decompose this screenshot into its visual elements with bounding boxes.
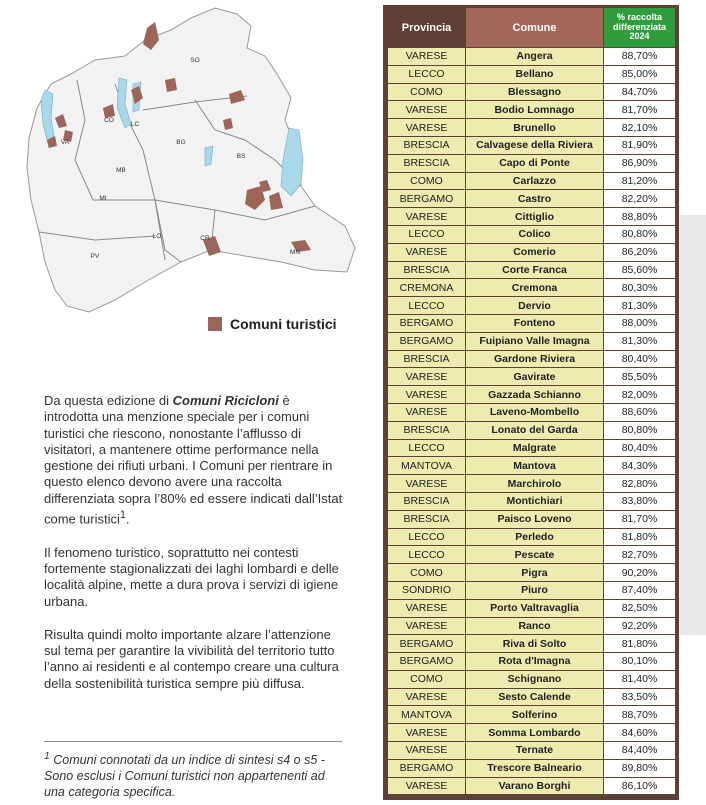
table-row [388, 688, 676, 706]
legend-label: Comuni turistici [230, 316, 337, 332]
cell-percentuale: 81,40% [604, 670, 676, 688]
table-row [388, 225, 676, 243]
cell-comune: Piuro [466, 581, 604, 599]
label-bs: BS [236, 153, 246, 160]
cell-percentuale: 82,00% [604, 386, 676, 404]
intro-text [44, 393, 344, 709]
footnote-ref: 1 [119, 509, 126, 522]
cell-provincia: BRESCIA [388, 154, 466, 172]
cell-comune: Dervio [466, 297, 604, 315]
label-lc: LC [130, 121, 140, 128]
table-row [388, 510, 676, 528]
table-row [388, 190, 676, 208]
table-row [388, 119, 676, 137]
cell-provincia: MANTOVA [388, 706, 466, 724]
cell-provincia: VARESE [388, 599, 466, 617]
cell-percentuale: 88,70% [604, 48, 676, 66]
table-row [388, 759, 676, 777]
decorative-shape [680, 215, 706, 635]
cell-provincia: VARESE [388, 243, 466, 261]
cell-provincia: VARESE [388, 368, 466, 386]
cell-provincia: COMO [388, 564, 466, 582]
cell-provincia: LECCO [388, 439, 466, 457]
cell-comune: Corte Franca [466, 261, 604, 279]
cell-percentuale: 81,80% [604, 528, 676, 546]
cell-provincia: BRESCIA [388, 421, 466, 439]
table-row [388, 777, 676, 795]
cell-comune: Castro [466, 190, 604, 208]
cell-comune: Perledo [466, 528, 604, 546]
label-bg: BG [176, 139, 186, 146]
cell-provincia: BERGAMO [388, 190, 466, 208]
cell-percentuale: 90,20% [604, 564, 676, 582]
cell-provincia: BERGAMO [388, 759, 466, 777]
table-row [388, 101, 676, 119]
cell-provincia: MANTOVA [388, 457, 466, 475]
table-row [388, 350, 676, 368]
cell-comune: Fonteno [466, 314, 604, 332]
cell-percentuale: 87,40% [604, 581, 676, 599]
cell-percentuale: 88,60% [604, 403, 676, 421]
cell-comune: Bellano [466, 65, 604, 83]
table-row [388, 635, 676, 653]
cell-provincia: BRESCIA [388, 261, 466, 279]
table-row [388, 706, 676, 724]
cell-comune: Angera [466, 48, 604, 66]
cell-provincia: LECCO [388, 225, 466, 243]
table-row [388, 332, 676, 350]
table-row [388, 564, 676, 582]
table-row [388, 724, 676, 742]
cell-provincia: BRESCIA [388, 510, 466, 528]
cell-provincia: BERGAMO [388, 635, 466, 653]
table-row [388, 581, 676, 599]
cell-comune: Pescate [466, 546, 604, 564]
cell-comune: Pigra [466, 564, 604, 582]
cell-provincia: VARESE [388, 386, 466, 404]
table-row [388, 279, 676, 297]
region-outline [27, 8, 355, 312]
footnote-divider [44, 741, 342, 742]
cell-percentuale: 86,20% [604, 243, 676, 261]
cell-percentuale: 80,40% [604, 439, 676, 457]
cell-percentuale: 82,20% [604, 190, 676, 208]
cell-comune: Trescore Balneario [466, 759, 604, 777]
cell-comune: Fuipiano Valle Imagna [466, 332, 604, 350]
cell-comune: Lonato del Garda [466, 421, 604, 439]
cell-comune: Marchirolo [466, 475, 604, 493]
cell-comune: Varano Borghi [466, 777, 604, 795]
cell-provincia: BERGAMO [388, 314, 466, 332]
cell-provincia: SONDRIO [388, 581, 466, 599]
cell-percentuale: 81,90% [604, 136, 676, 154]
footnote-mark: 1 [44, 751, 50, 762]
cell-percentuale: 88,80% [604, 208, 676, 226]
table-row [388, 48, 676, 66]
label-mi: MI [99, 195, 107, 202]
cell-percentuale: 81,30% [604, 332, 676, 350]
table-row [388, 439, 676, 457]
table-row [388, 528, 676, 546]
cell-provincia: VARESE [388, 48, 466, 66]
cell-comune: Paisco Loveno [466, 510, 604, 528]
cell-comune: Gazzada Schianno [466, 386, 604, 404]
cell-comune: Solferino [466, 706, 604, 724]
cell-comune: Somma Lombardo [466, 724, 604, 742]
cell-provincia: LECCO [388, 528, 466, 546]
cell-comune: Malgrate [466, 439, 604, 457]
cell-comune: Cittiglio [466, 208, 604, 226]
cell-percentuale: 82,50% [604, 599, 676, 617]
table-row [388, 314, 676, 332]
cell-percentuale: 85,50% [604, 368, 676, 386]
cell-comune: Gavirate [466, 368, 604, 386]
table-row [388, 297, 676, 315]
cell-percentuale: 83,80% [604, 492, 676, 510]
map-legend [208, 316, 337, 332]
cell-comune: Brunello [466, 119, 604, 137]
cell-percentuale: 84,70% [604, 83, 676, 101]
cell-percentuale: 88,70% [604, 706, 676, 724]
label-va: VA [60, 139, 70, 146]
cell-percentuale: 86,10% [604, 777, 676, 795]
cell-provincia: COMO [388, 83, 466, 101]
cell-percentuale: 92,20% [604, 617, 676, 635]
cell-comune: Calvagese della Riviera [466, 136, 604, 154]
cell-percentuale: 80,80% [604, 421, 676, 439]
table-row [388, 457, 676, 475]
cell-comune: Ternate [466, 742, 604, 760]
table-row [388, 386, 676, 404]
cell-comune: Blessagno [466, 83, 604, 101]
cell-percentuale: 83,50% [604, 688, 676, 706]
cell-percentuale: 82,80% [604, 475, 676, 493]
table-row [388, 599, 676, 617]
table-row [388, 546, 676, 564]
intro-paragraph-2: Il fenomeno turistico, soprattutto nei contesti fortemente stagionalizzati dei laghi lombardi e delle località alpine, mette a dura prova i servizi di igiene urbana. [44, 544, 339, 609]
cell-provincia: VARESE [388, 724, 466, 742]
report-name: Comuni Ricicloni [172, 393, 279, 408]
cell-percentuale: 82,70% [604, 546, 676, 564]
table-row [388, 617, 676, 635]
cell-comune: Mantova [466, 457, 604, 475]
cell-percentuale: 85,60% [604, 261, 676, 279]
cell-comune: Laveno-Mombello [466, 403, 604, 421]
table-row [388, 670, 676, 688]
header-percentuale: % raccolta differenziata 2024 [604, 8, 676, 48]
cell-provincia: BERGAMO [388, 332, 466, 350]
cell-provincia: VARESE [388, 475, 466, 493]
cell-provincia: LECCO [388, 65, 466, 83]
label-co: CO [104, 117, 114, 124]
cell-percentuale: 88,00% [604, 314, 676, 332]
cell-provincia: VARESE [388, 101, 466, 119]
lombardy-map [15, 0, 370, 340]
cell-comune: Bodio Lomnago [466, 101, 604, 119]
cell-comune: Porto Valtravaglia [466, 599, 604, 617]
cell-percentuale: 80,10% [604, 653, 676, 671]
label-mb: MB [116, 167, 126, 174]
table-row [388, 653, 676, 671]
cell-provincia: VARESE [388, 742, 466, 760]
cell-provincia: VARESE [388, 403, 466, 421]
cell-comune: Riva di Solto [466, 635, 604, 653]
cell-percentuale: 81,70% [604, 510, 676, 528]
cell-provincia: LECCO [388, 546, 466, 564]
map-svg [15, 0, 370, 340]
cell-provincia: LECCO [388, 297, 466, 315]
cell-provincia: VARESE [388, 119, 466, 137]
cell-percentuale: 80,80% [604, 225, 676, 243]
legend-swatch [208, 317, 222, 331]
label-lo: LO [152, 233, 162, 240]
table-row [388, 368, 676, 386]
cell-provincia: COMO [388, 670, 466, 688]
cell-percentuale: 81,20% [604, 172, 676, 190]
table-row [388, 136, 676, 154]
cell-provincia: VARESE [388, 617, 466, 635]
cell-percentuale: 82,10% [604, 119, 676, 137]
cell-percentuale: 84,60% [604, 724, 676, 742]
cell-provincia: VARESE [388, 777, 466, 795]
intro-paragraph-3: Risulta quindi molto importante alzare l’attenzione sul tema per garantire la vivibilità del territorio tutto l’anno ai residenti e al contempo creare una cultura della sostenibilità turistica sempre più diffusa. [44, 626, 339, 691]
table-row [388, 208, 676, 226]
cell-percentuale: 86,90% [604, 154, 676, 172]
cell-provincia: COMO [388, 172, 466, 190]
cell-comune: Sesto Calende [466, 688, 604, 706]
table-row [388, 475, 676, 493]
cell-percentuale: 81,30% [604, 297, 676, 315]
cell-comune: Colico [466, 225, 604, 243]
header-provincia: Provincia [388, 8, 466, 48]
intro-paragraph-1: Da questa edizione di Comuni Ricicloni è introdotta una menzione speciale per i comuni turistici che riescono, nonostante l’afflusso di visitatori, a mantenere ottime performance nella gestione dei rifiuti urbani. I Comuni per rientrare in questo elenco devono avere una raccolta differenziata sopra l’80% ed essere indicati dall’Istat come turistici$^1$. [44, 393, 343, 527]
cell-percentuale: 81,70% [604, 101, 676, 119]
table-row [388, 742, 676, 760]
cell-percentuale: 84,30% [604, 457, 676, 475]
cell-percentuale: 85,00% [604, 65, 676, 83]
table-row [388, 243, 676, 261]
table-row [388, 261, 676, 279]
label-so: SO [190, 57, 200, 64]
cell-comune: Schignano [466, 670, 604, 688]
footnote: $^1$ Comuni connotati da un indice di sintesi s4 o s5 - Sono esclusi i Comuni turistici non appartenenti ad una categoria specifica. [44, 751, 325, 800]
cell-comune: Rota d'Imagna [466, 653, 604, 671]
cell-comune: Gardone Riviera [466, 350, 604, 368]
table-row [388, 403, 676, 421]
cell-comune: Capo di Ponte [466, 154, 604, 172]
cell-provincia: CREMONA [388, 279, 466, 297]
cell-percentuale: 84,40% [604, 742, 676, 760]
cell-comune: Carlazzo [466, 172, 604, 190]
table-row [388, 172, 676, 190]
cell-provincia: BRESCIA [388, 492, 466, 510]
table-row [388, 65, 676, 83]
cell-percentuale: 89,80% [604, 759, 676, 777]
label-pv: PV [90, 253, 100, 260]
cell-comune: Montichiari [466, 492, 604, 510]
cell-comune: Comerio [466, 243, 604, 261]
table-row [388, 421, 676, 439]
cell-percentuale: 80,30% [604, 279, 676, 297]
cell-provincia: BRESCIA [388, 350, 466, 368]
table-row [388, 154, 676, 172]
table-row [388, 492, 676, 510]
table-row [388, 83, 676, 101]
tourist-municipalities-table [383, 5, 679, 800]
cell-percentuale: 80,40% [604, 350, 676, 368]
cell-percentuale: 81,80% [604, 635, 676, 653]
header-comune: Comune [466, 8, 604, 48]
cell-provincia: BERGAMO [388, 653, 466, 671]
cell-provincia: BRESCIA [388, 136, 466, 154]
cell-provincia: VARESE [388, 208, 466, 226]
label-mn: MN [289, 249, 301, 256]
cell-provincia: VARESE [388, 688, 466, 706]
cell-comune: Ranco [466, 617, 604, 635]
label-cr: CR [200, 235, 210, 242]
cell-comune: Cremona [466, 279, 604, 297]
